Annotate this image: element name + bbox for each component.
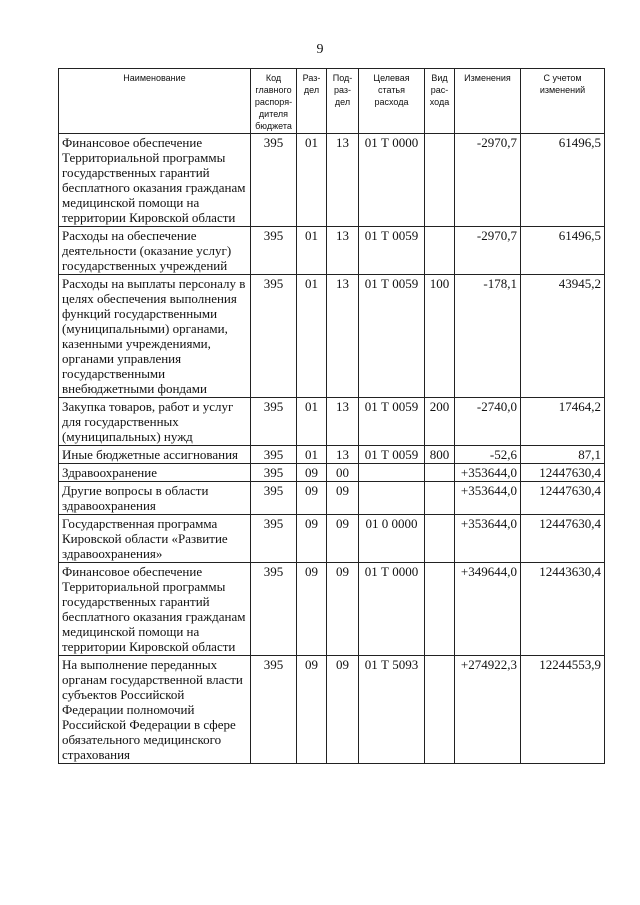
row-subsection: 09 (327, 515, 359, 563)
row-change: -178,1 (455, 275, 521, 398)
row-change: +353644,0 (455, 482, 521, 515)
table-row (59, 482, 605, 515)
row-type (425, 656, 455, 764)
row-subsection: 13 (327, 398, 359, 446)
row-target: 01 Т 0059 (359, 446, 425, 464)
row-subsection: 13 (327, 275, 359, 398)
row-code: 395 (251, 515, 297, 563)
table-header-row (59, 69, 605, 134)
row-change: -2970,7 (455, 134, 521, 227)
row-change: +353644,0 (455, 515, 521, 563)
row-target: 01 Т 0059 (359, 227, 425, 275)
row-section: 01 (297, 446, 327, 464)
row-subsection: 09 (327, 482, 359, 515)
table-row (59, 275, 605, 398)
row-name: Здравоохранение (59, 464, 251, 482)
table-row (59, 446, 605, 464)
row-subsection: 09 (327, 563, 359, 656)
table-row (59, 227, 605, 275)
row-code: 395 (251, 563, 297, 656)
row-type (425, 464, 455, 482)
row-target (359, 482, 425, 515)
row-total: 12447630,4 (521, 482, 605, 515)
row-code: 395 (251, 464, 297, 482)
row-change: -2970,7 (455, 227, 521, 275)
row-change: -52,6 (455, 446, 521, 464)
row-total: 61496,5 (521, 134, 605, 227)
row-type (425, 515, 455, 563)
row-target: 01 0 0000 (359, 515, 425, 563)
table-row (59, 656, 605, 764)
row-type (425, 563, 455, 656)
row-change: +353644,0 (455, 464, 521, 482)
row-name: Закупка товаров, работ и услуг для государственных (муниципальных) нужд (59, 398, 251, 446)
row-type (425, 227, 455, 275)
row-code: 395 (251, 656, 297, 764)
row-section: 09 (297, 656, 327, 764)
row-target (359, 464, 425, 482)
row-change: -2740,0 (455, 398, 521, 446)
row-type: 100 (425, 275, 455, 398)
row-section: 09 (297, 563, 327, 656)
header-type: Вид рас-хода (425, 69, 455, 134)
row-section: 01 (297, 227, 327, 275)
row-subsection: 13 (327, 227, 359, 275)
page-number: 9 (316, 42, 324, 57)
row-total: 87,1 (521, 446, 605, 464)
row-type: 200 (425, 398, 455, 446)
row-name: Финансовое обеспечение Территориальной программы государственных гарантий бесплатного оказания гражданам медицинской помощи на территории Кировской области (59, 134, 251, 227)
header-subsection: Под-раз-дел (327, 69, 359, 134)
row-name: На выполнение переданных органам государственной власти субъектов Российской Федерации полномочий Российской Федерации в сфере обязательного медицинского страхования (59, 656, 251, 764)
row-code: 395 (251, 275, 297, 398)
row-code: 395 (251, 134, 297, 227)
row-change: +349644,0 (455, 563, 521, 656)
table-row (59, 134, 605, 227)
row-subsection: 13 (327, 134, 359, 227)
row-type: 800 (425, 446, 455, 464)
row-subsection: 13 (327, 446, 359, 464)
row-total: 12447630,4 (521, 515, 605, 563)
row-code: 395 (251, 398, 297, 446)
header-name: Наименование (59, 69, 251, 134)
table-row (59, 398, 605, 446)
row-code: 395 (251, 482, 297, 515)
table-row (59, 515, 605, 563)
row-subsection: 00 (327, 464, 359, 482)
header-section: Раз-дел (297, 69, 327, 134)
header-change: Изменения (455, 69, 521, 134)
row-section: 09 (297, 515, 327, 563)
row-target: 01 Т 0059 (359, 398, 425, 446)
row-name: Расходы на обеспечение деятельности (оказание услуг) государственных учреждений (59, 227, 251, 275)
header-total: С учетом изменений (521, 69, 605, 134)
row-code: 395 (251, 227, 297, 275)
row-total: 61496,5 (521, 227, 605, 275)
header-target: Целевая статья расхода (359, 69, 425, 134)
row-name: Другие вопросы в области здравоохранения (59, 482, 251, 515)
row-total: 12443630,4 (521, 563, 605, 656)
row-name: Расходы на выплаты персоналу в целях обеспечения выполнения функций государственными (муниципальными) органами, казенными учреждениями, органами управления государственными внебюджетными фондами (59, 275, 251, 398)
row-total: 12447630,4 (521, 464, 605, 482)
row-subsection: 09 (327, 656, 359, 764)
header-code: Код главного распоря-дителя бюджета (251, 69, 297, 134)
row-target: 01 Т 5093 (359, 656, 425, 764)
row-change: +274922,3 (455, 656, 521, 764)
row-target: 01 Т 0000 (359, 563, 425, 656)
row-total: 12244553,9 (521, 656, 605, 764)
row-type (425, 482, 455, 515)
row-section: 01 (297, 134, 327, 227)
row-total: 17464,2 (521, 398, 605, 446)
row-name: Государственная программа Кировской области «Развитие здравоохранения» (59, 515, 251, 563)
row-section: 01 (297, 275, 327, 398)
row-total: 43945,2 (521, 275, 605, 398)
row-section: 09 (297, 482, 327, 515)
row-name: Иные бюджетные ассигнования (59, 446, 251, 464)
table-row (59, 563, 605, 656)
budget-table (58, 68, 605, 764)
row-code: 395 (251, 446, 297, 464)
row-section: 09 (297, 464, 327, 482)
row-name: Финансовое обеспечение Территориальной программы государственных гарантий бесплатного оказания гражданам медицинской помощи на территории Кировской области (59, 563, 251, 656)
table-row (59, 464, 605, 482)
row-type (425, 134, 455, 227)
row-section: 01 (297, 398, 327, 446)
row-target: 01 Т 0059 (359, 275, 425, 398)
row-target: 01 Т 0000 (359, 134, 425, 227)
